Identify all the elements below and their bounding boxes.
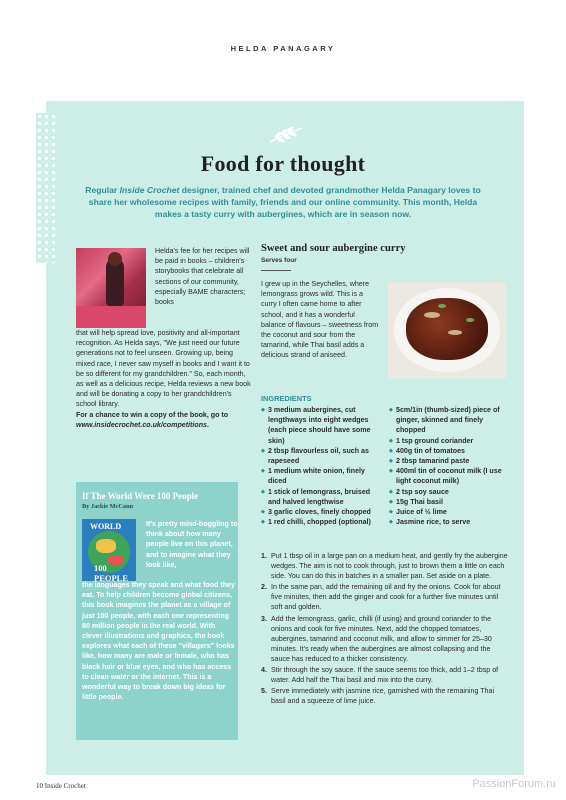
ingredient-item: ◆ Juice of ½ lime [389, 507, 509, 517]
ingredient-item: ◆ Jasmine rice, to serve [389, 517, 509, 527]
watermark: PassionForum.ru [472, 778, 556, 790]
step-number: 4. [261, 666, 267, 675]
ingredient-item: ◆ 1 tsp ground coriander [389, 436, 509, 446]
ingredients-column-b [389, 405, 509, 527]
intro-magazine-name: Inside Crochet [119, 185, 180, 195]
intro-rest: designer, trained chef and devoted grandmother Helda Panagary loves to share her wholesome recipes with family, friends and our online community. This month, Helda makes a tasty curry with aubergines, which are in season now. [88, 185, 481, 219]
cover-title-top: WORLD [90, 522, 122, 531]
ingredient-item: ◆ 2 tsp soy sauce [389, 487, 509, 497]
ingredient-item: ◆ 2 tbsp tamarind paste [389, 456, 509, 466]
intro-lead: Regular [85, 185, 120, 195]
dot-pattern-decoration [36, 113, 56, 263]
divider [261, 270, 291, 271]
section-kicker: HELDA PANAGARY [230, 44, 336, 53]
ingredient-item: ◆ 2 tbsp flavourless oil, such as rapeseed [261, 446, 379, 466]
column1-body [76, 328, 252, 430]
ingredients-heading: INGREDIENTS [261, 394, 312, 403]
ingredient-item: ◆ 1 medium white onion, finely diced [261, 466, 379, 486]
method-step [261, 614, 509, 664]
competition-lead: For a chance to win a copy of the book, go to [76, 410, 229, 419]
step-text: Put 1 tbsp oil in a large pan on a medium heat, and gently fry the aubergine wedges. The aim is not to cook through, just to brown them a little on each side. You can do this in batches in a smaller pan. Set aside on a plate. [271, 552, 508, 581]
method-step [261, 686, 509, 706]
article-intro [78, 184, 488, 220]
competition-link[interactable]: www.insidecrochet.co.uk/competitions [76, 420, 207, 429]
page-number: 10 [36, 782, 43, 790]
ingredient-item: ◆ 400ml tin of coconut milk (I use light coconut milk) [389, 466, 509, 486]
ingredient-item: ◆ 400g tin of tomatoes [389, 446, 509, 456]
book-review-top: It's pretty mind-boggling to think about how many people live on this planet, and to imagine what they look like, [146, 520, 238, 569]
step-text: Stir through the soy sauce. If the sauce seems too thick, add 1–2 tbsp of water. Add half the Thai basil and mix into the curry. [271, 666, 499, 685]
ingredient-item: ◆ 15g Thai basil [389, 497, 509, 507]
method-steps [261, 551, 509, 707]
recipe-serves: Serves four [261, 257, 297, 264]
method-step [261, 582, 509, 612]
page-footer [36, 782, 86, 790]
curry-photo [388, 282, 506, 378]
ingredient-item: ◆ 1 stick of lemongrass, bruised and halved lengthwise [261, 487, 379, 507]
column1-rest-text: that will help spread love, positivity and all-important recognition. As Helda says, "We just need our future generations not to feel unseen. Growing up, being mixed race, I never saw myself in books and I want it to be so different for my grandchildren." So, each month, as well as a delicious recipe, Helda reviews a new book and will be donating a copy to her grandchildren's school library. [76, 329, 251, 409]
step-text: In the same pan, add the remaining oil and fry the onions. Cook for about five minutes, then add the ginger and cook for a further five minutes until soft and golden. [271, 583, 501, 612]
recipe-title: Sweet and sour aubergine curry [261, 243, 406, 254]
book-title: If The World Were 100 People [82, 491, 199, 501]
book-cover-image [82, 519, 136, 581]
step-number: 1. [261, 552, 267, 560]
ingredients-column-a [261, 405, 379, 527]
cover-title-bottom: 100 PEOPLE [94, 563, 129, 581]
method-step [261, 665, 509, 685]
step-text: Serve immediately with jasmine rice, garnished with the remaining Thai basil and a squeeze of lime juice. [271, 687, 495, 706]
book-byline: By Jackie McCann [82, 503, 134, 510]
competition-end: . [207, 420, 209, 429]
magazine-name: Inside Crochet [44, 782, 86, 790]
ingredient-item: ◆ 3 medium aubergines, cut lengthways into eight wedges (each piece should have some skin) [261, 405, 379, 446]
method-step [261, 551, 509, 581]
competition-text [76, 410, 252, 430]
column1-top-text: Helda's fee for her recipes will be paid in books – children's storybooks that celebrate all sections of our community, especially BAME characters; books [155, 247, 250, 307]
leaf-icon [268, 124, 304, 146]
ingredient-item: ◆ 5cm/1in (thumb-sized) piece of ginger, skinned and finely chopped [389, 405, 509, 436]
recipe-intro: I grew up in the Seychelles, where lemongrass grows wild. This is a curry I often came home to after school, and it has a wonderful balance of flavours – sweetness from the coconut and sour from the tamarind, while Thai basil adds a delicious strand of aniseed. [261, 280, 379, 360]
article-title: Food for thought [200, 151, 366, 176]
step-number: 2. [261, 583, 267, 592]
helda-portrait-photo [76, 248, 146, 328]
ingredient-item: ◆ 3 garlic cloves, finely chopped [261, 507, 379, 517]
step-number: 3. [261, 614, 267, 623]
step-text: Add the lemongrass, garlic, chilli (if using) and ground coriander to the onions and cook for five minutes. Next, add the chopped tomatoes, aubergines, tamarind and coconut milk, and allow to simmer for 25–30 minutes. It's ready when the aubergines are almost collapsing and the sauce has reduced to a thicker consistency. [271, 614, 492, 663]
book-review-rest: the languages they speak and what food they eat. To help children become global citizens, this book imagines the planet as a village of just 100 people, with each one representing 80 million people in the real world. With clever illustrations and graphics, the book explores what each of these "villagers" looks like, how many are male or female, who has black hair or blue eyes, and who has access to clean water or the internet. This is a wonderful way to break down big ideas for little people. [82, 581, 235, 702]
step-number: 5. [261, 687, 267, 696]
ingredient-item: ◆ 1 red chilli, chopped (optional) [261, 517, 379, 527]
